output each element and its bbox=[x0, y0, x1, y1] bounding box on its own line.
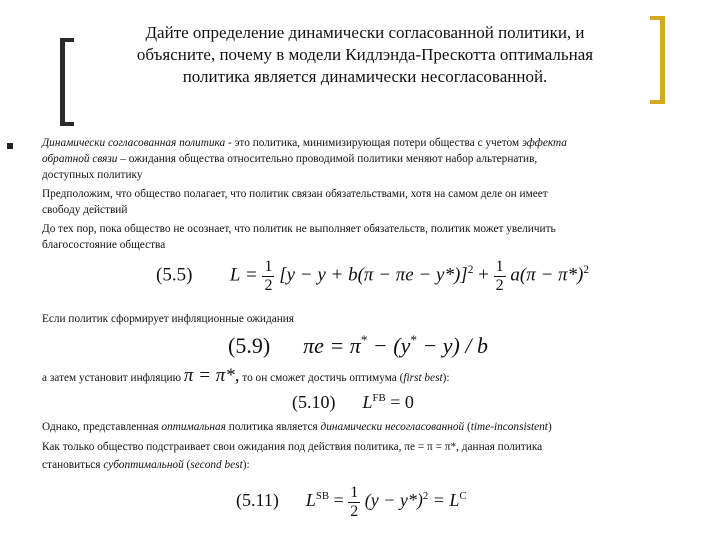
body-line-2: обратной связи – ожидания общества относительно проводимой политики меняют набор альтернатив, bbox=[42, 153, 538, 165]
title-bracket-left bbox=[60, 38, 74, 126]
inline-equation: π = π*, bbox=[183, 365, 240, 386]
equation-5-9: (5.9) πe = π* − (y* − y) / b bbox=[228, 332, 488, 358]
term-feedback: обратной связи bbox=[42, 153, 118, 165]
title-line-3: политика является динамически несогласованной. bbox=[182, 67, 548, 86]
body-line-10: Однако, представленная оптимальная политика является динамически несогласованной (time-inconsistent) bbox=[42, 421, 552, 433]
slide-title bbox=[85, 22, 645, 88]
body-line-7: благосостояние общества bbox=[42, 239, 166, 251]
fraction-half-3: $\frac{1}{2}$ bbox=[350, 484, 359, 520]
title-bracket-right bbox=[650, 16, 665, 104]
equation-5-10: (5.10) $L^{FB} = 0$ bbox=[292, 392, 414, 412]
fraction-half-2: $\frac{1}{2}$ bbox=[495, 258, 504, 294]
title-line-1: Дайте определение динамически согласованной политики, и bbox=[145, 23, 585, 42]
body-line-1: Динамически согласованная политика - это политика, минимизирующая потери общества с учетом эффекта bbox=[42, 137, 567, 149]
body-line-9: а затем установит инфляцию π = π*, то он сможет достичь оптимума (first best): bbox=[42, 365, 450, 386]
body-line-3: доступных политику bbox=[42, 169, 143, 181]
body-line-6: До тех пор, пока общество не осознает, что политик не выполняет обязательств, политик может увеличить bbox=[42, 223, 556, 235]
bullet-marker bbox=[7, 143, 13, 149]
equation-5-11: (5.11) $L^{SB}$ = $\frac{1}{2}$ $(y - y*)^2 = L^C$ bbox=[236, 484, 467, 520]
body-line-5: свободу действий bbox=[42, 204, 128, 216]
term-consistent-policy: Динамически согласованная политика bbox=[42, 137, 226, 149]
fraction-half: $\frac{1}{2}$ bbox=[264, 258, 273, 294]
body-line-11: Как только общество подстраивает свои ожидания под действия политика, πe = π = π*, данная политика bbox=[42, 441, 543, 453]
title-line-2: объясните, почему в модели Кидлэнда-Прескотта оптимальная bbox=[136, 45, 594, 64]
body-line-8: Если политик сформирует инфляционные ожидания bbox=[42, 313, 295, 325]
equation-5-5: (5.5) L = $\frac{1}{2}$ $[y - y + b(\pi - \pi e - y*)]^2$ + $\frac{1}{2}$ $a(\pi - \pi*)^2$ bbox=[156, 258, 590, 294]
body-line-4: Предположим, что общество полагает, что политик связан обязательствами, хотя на самом деле он имеет bbox=[42, 188, 548, 200]
body-line-12: становиться субоптимальной (second best): bbox=[42, 459, 250, 471]
